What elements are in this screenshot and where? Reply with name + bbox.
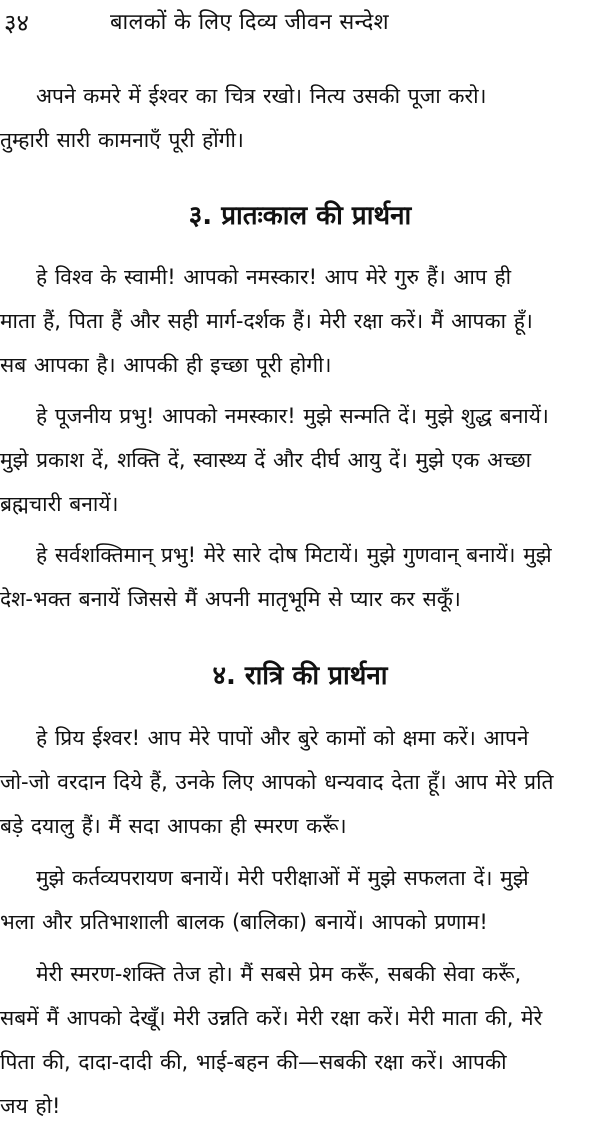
text-line: हे विश्व के स्वामी! आपको नमस्कार! आप मेरे गुरु हैं। आप ही bbox=[36, 265, 512, 289]
text-line: सब आपका है। आपकी ही इच्छा पूरी होगी। bbox=[0, 353, 332, 377]
text-line: मेरी स्मरण-शक्ति तेज हो। मैं सबसे प्रेम करूँ, सबकी सेवा करूँ, bbox=[36, 962, 522, 986]
text-line: मुझे प्रकाश दें, शक्ति दें, स्वास्थ्य दें और दीर्घ आयु दें। मुझे एक अच्छा bbox=[0, 448, 532, 472]
text-line: मुझे कर्तव्यपरायण बनायें। मेरी परीक्षाओं में मुझे सफलता दें। मुझे bbox=[36, 866, 529, 890]
running-title: बालकों के लिए दिव्य जीवन सन्देश bbox=[110, 10, 389, 35]
text-line: भला और प्रतिभाशाली बालक (बालिका) बनायें। आपको प्रणाम! bbox=[0, 910, 488, 934]
night-prayer-paragraph-3 bbox=[0, 952, 600, 1128]
text-line: माता हैं, पिता हैं और सही मार्ग-दर्शक हैं। मेरी रक्षा करें। मैं आपका हूँ। bbox=[0, 309, 533, 333]
text-line: देश-भक्त बनायें जिससे मैं अपनी मातृभूमि से प्यार कर सकूँ। bbox=[0, 587, 461, 611]
text-line: ब्रह्मचारी बनायें। bbox=[0, 492, 119, 516]
morning-prayer-paragraph-1 bbox=[0, 255, 600, 387]
text-line: हे पूजनीय प्रभु! आपको नमस्कार! मुझे सन्मति दें। मुझे शुद्ध बनायें। bbox=[36, 404, 549, 428]
text-line: जय हो! bbox=[0, 1094, 61, 1118]
text-line: हे प्रिय ईश्वर! आप मेरे पापों और बुरे कामों को क्षमा करें। आपने bbox=[36, 726, 529, 750]
text-line: हे सर्वशक्तिमान् प्रभु! मेरे सारे दोष मिटायें। मुझे गुणवान् बनायें। मुझे bbox=[36, 543, 552, 567]
page-number: ३४ bbox=[4, 9, 29, 37]
morning-prayer-paragraph-2 bbox=[0, 394, 600, 526]
text-line: पिता की, दादा-दादी की, भाई-बहन की—सबकी रक्षा करें। आपकी bbox=[0, 1050, 507, 1074]
page-header bbox=[0, 2, 600, 38]
text-line: बड़े दयालु हैं। मैं सदा आपका ही स्मरण करूँ। bbox=[0, 814, 347, 838]
text-line: तुम्हारी सारी कामनाएँ पूरी होंगी। bbox=[0, 128, 244, 152]
text-line: अपने कमरे में ईश्वर का चित्र रखो। नित्य उसकी पूजा करो। bbox=[36, 84, 487, 108]
section-heading-night-prayer: ४. रात्रि की प्रार्थना bbox=[212, 661, 388, 691]
text-line: जो-जो वरदान दिये हैं, उनके लिए आपको धन्यवाद देता हूँ। आप मेरे प्रति bbox=[0, 770, 554, 794]
section-heading-morning-prayer: ३. प्रातःकाल की प्रार्थना bbox=[188, 201, 412, 231]
morning-prayer-paragraph-3 bbox=[0, 533, 600, 621]
text-line: सबमें मैं आपको देखूँ। मेरी उन्नति करें। मेरी रक्षा करें। मेरी माता की, मेरे bbox=[0, 1006, 543, 1030]
intro-paragraph bbox=[0, 74, 600, 162]
night-prayer-paragraph-2 bbox=[0, 856, 600, 944]
night-prayer-paragraph-1 bbox=[0, 716, 600, 848]
